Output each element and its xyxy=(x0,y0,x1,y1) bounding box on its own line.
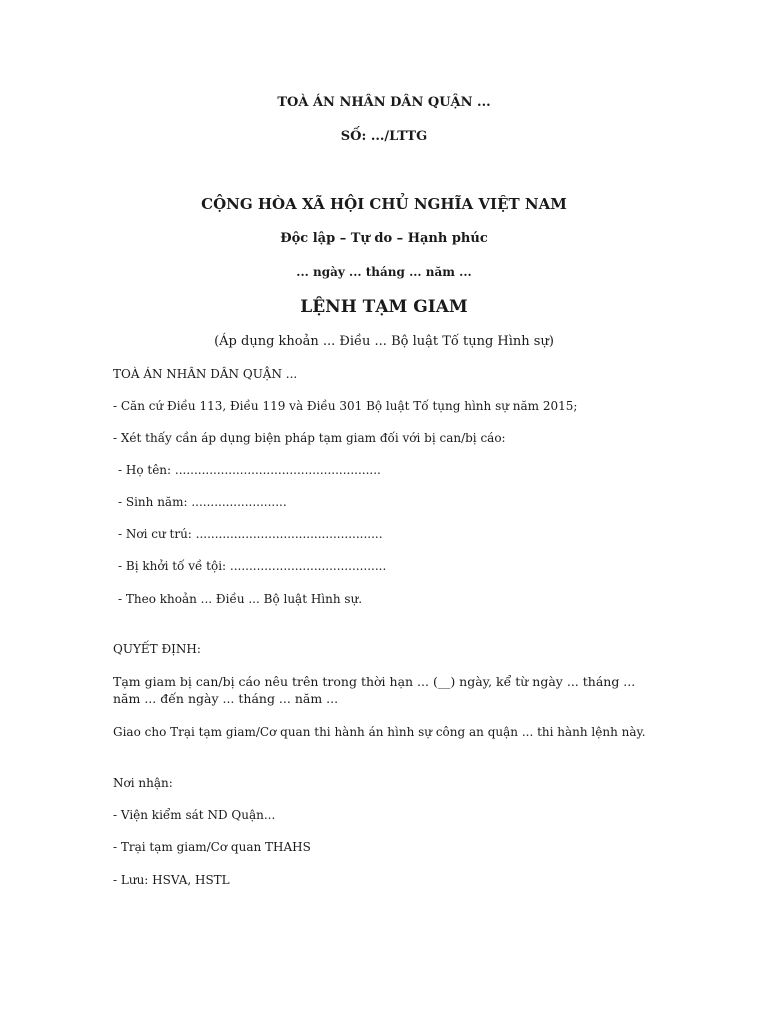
document-number: SỐ: .../LTTG xyxy=(340,129,428,144)
consideration: - Xét thấy cần áp dụng biện pháp tạm giam đối với bị can/bị cáo: xyxy=(113,431,506,445)
recipient-item: - Trại tạm giam/Cơ quan THAHS xyxy=(113,840,311,854)
field-full-name: - Họ tên: ...................................................... xyxy=(118,463,381,477)
decision-heading: QUYẾT ĐỊNH: xyxy=(113,642,201,656)
document-subtitle: (Áp dụng khoản ... Điều ... Bộ luật Tố tụng Hình sự) xyxy=(214,334,554,349)
recipients-heading: Nơi nhận: xyxy=(113,776,173,790)
court-name-header: TOÀ ÁN NHÂN DÂN QUẬN ... xyxy=(277,95,491,110)
document-title: LỆNH TẠM GIAM xyxy=(300,297,468,317)
recipient-item: - Viện kiểm sát ND Quận... xyxy=(113,808,276,822)
recipient-item: - Lưu: HSVA, HSTL xyxy=(113,873,230,887)
field-charge: - Bị khởi tố về tội: ......................................... xyxy=(118,559,387,573)
legal-basis: - Căn cứ Điều 113, Điều 119 và Điều 301 Bộ luật Tố tụng hình sự năm 2015; xyxy=(113,399,578,413)
field-birth-year: - Sinh năm: ......................... xyxy=(118,495,287,509)
issuer-line: TOÀ ÁN NHÂN DÂN QUẬN ... xyxy=(113,367,298,381)
assignment-text: Giao cho Trại tạm giam/Cơ quan thi hành án hình sự công an quận ... thi hành lệnh này. xyxy=(113,725,646,739)
country-name: CỘNG HÒA XÃ HỘI CHỦ NGHĨA VIỆT NAM xyxy=(201,195,567,213)
field-residence: - Nơi cư trú: ................................................. xyxy=(118,527,383,541)
national-motto: Độc lập – Tự do – Hạnh phúc xyxy=(280,231,488,246)
field-article: - Theo khoản ... Điều ... Bộ luật Hình sự. xyxy=(118,592,363,606)
decision-text: Tạm giam bị can/bị cáo nêu trên trong thời hạn ... (__) ngày, kể từ ngày ... tháng ... năm ... đến ngày ... tháng ... năm ... xyxy=(113,674,636,706)
date-line: ... ngày ... tháng ... năm ... xyxy=(296,265,472,279)
